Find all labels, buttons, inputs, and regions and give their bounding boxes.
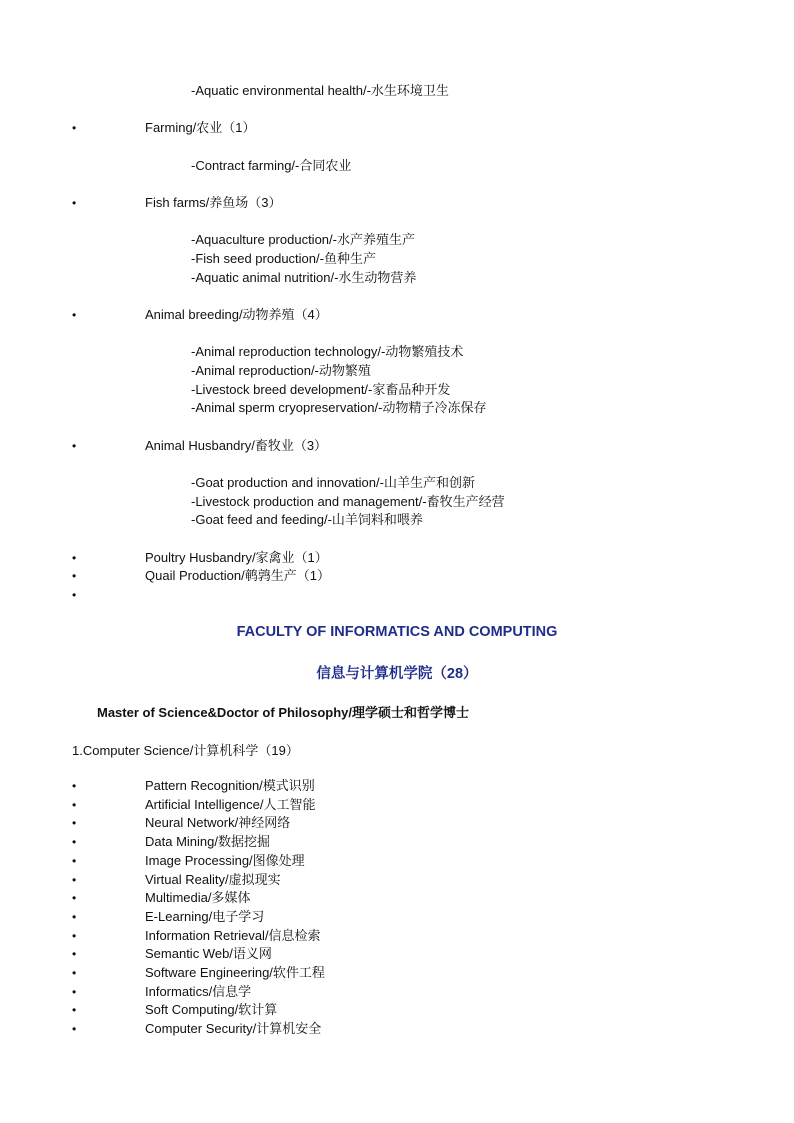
sub-item: -Livestock breed development/-家畜品种开发 xyxy=(191,382,451,397)
bullet: • xyxy=(72,1022,77,1036)
bullet: • xyxy=(72,873,77,887)
bullet: • xyxy=(72,891,77,905)
faculty-title-zh: 信息与计算机学院（28） xyxy=(316,666,478,682)
bullet: • xyxy=(72,910,77,924)
list-item-research-area: Virtual Reality/虚拟现实 xyxy=(145,872,281,887)
degree-heading: Master of Science&Doctor of Philosophy/理学硕士和哲学博士 xyxy=(97,705,469,720)
list-item-research-area: Image Processing/图像处理 xyxy=(145,853,305,868)
sub-item: -Animal sperm cryopreservation/-动物精子冷冻保存 xyxy=(191,400,487,415)
sub-item: -Animal reproduction technology/-动物繁殖技术 xyxy=(191,344,464,359)
list-item-animal-husbandry: Animal Husbandry/畜牧业（3） xyxy=(145,438,328,453)
sub-item: -Aquatic animal nutrition/-水生动物营养 xyxy=(191,270,417,285)
list-item-research-area: Pattern Recognition/模式识别 xyxy=(145,778,315,793)
bullet: • xyxy=(72,816,77,830)
bullet: • xyxy=(72,439,77,453)
bullet: • xyxy=(72,779,77,793)
list-item-farming: Farming/农业（1） xyxy=(145,120,256,135)
bullet: • xyxy=(72,929,77,943)
bullet: • xyxy=(72,835,77,849)
list-item-research-area: Software Engineering/软件工程 xyxy=(145,965,325,980)
sub-item: -Fish seed production/-鱼种生产 xyxy=(191,251,376,266)
bullet: • xyxy=(72,588,77,602)
bullet: • xyxy=(72,1003,77,1017)
list-item-research-area: Data Mining/数据挖掘 xyxy=(145,834,270,849)
sub-item: -Livestock production and management/-畜牧生产经营 xyxy=(191,494,505,509)
list-item-research-area: Neural Network/神经网络 xyxy=(145,815,291,830)
sub-item: -Goat feed and feeding/-山羊饲料和喂养 xyxy=(191,512,423,527)
sub-item: -Aquaculture production/-水产养殖生产 xyxy=(191,232,415,247)
bullet: • xyxy=(72,798,77,812)
sub-item: -Animal reproduction/-动物繁殖 xyxy=(191,363,371,378)
sub-item: -Aquatic environmental health/-水生环境卫生 xyxy=(191,83,449,98)
bullet: • xyxy=(72,551,77,565)
bullet: • xyxy=(72,966,77,980)
bullet: • xyxy=(72,121,77,135)
bullet: • xyxy=(72,196,77,210)
bullet: • xyxy=(72,308,77,322)
program-heading: 1.Computer Science/计算机科学（19） xyxy=(72,743,299,758)
list-item-research-area: E-Learning/电子学习 xyxy=(145,909,265,924)
list-item-fish-farms: Fish farms/养鱼场（3） xyxy=(145,195,282,210)
list-item-animal-breeding: Animal breeding/动物养殖（4） xyxy=(145,307,328,322)
bullet: • xyxy=(72,854,77,868)
list-item-research-area: Soft Computing/软计算 xyxy=(145,1002,278,1017)
list-item-research-area: Semantic Web/语义网 xyxy=(145,946,272,961)
sub-item: -Contract farming/-合同农业 xyxy=(191,158,352,173)
sub-item: -Goat production and innovation/-山羊生产和创新 xyxy=(191,475,475,490)
list-item-research-area: Informatics/信息学 xyxy=(145,984,252,999)
list-item-research-area: Information Retrieval/信息检索 xyxy=(145,928,321,943)
list-item-research-area: Artificial Intelligence/人工智能 xyxy=(145,797,316,812)
bullet: • xyxy=(72,569,77,583)
bullet: • xyxy=(72,985,77,999)
list-item-poultry-husbandry: Poultry Husbandry/家禽业（1） xyxy=(145,550,328,565)
list-item-research-area: Multimedia/多媒体 xyxy=(145,890,251,905)
faculty-title-en: FACULTY OF INFORMATICS AND COMPUTING xyxy=(236,624,558,640)
list-item-quail-production: Quail Production/鹌鹑生产（1） xyxy=(145,568,330,583)
bullet: • xyxy=(72,947,77,961)
list-item-research-area: Computer Security/计算机安全 xyxy=(145,1021,322,1036)
